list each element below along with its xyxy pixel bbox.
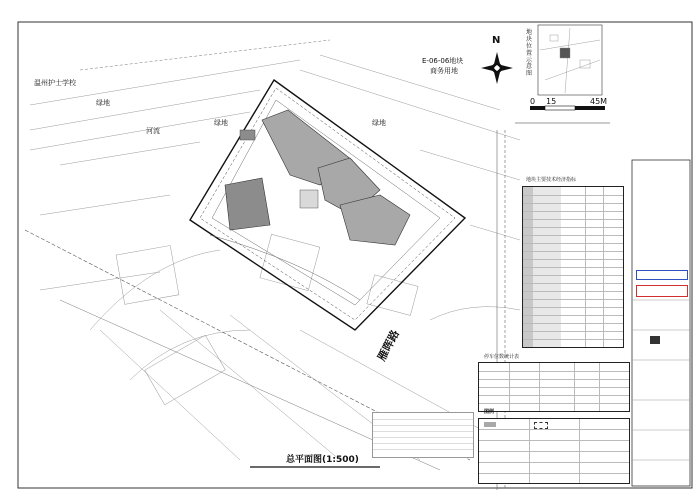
scale-label-15: 15 <box>546 97 557 106</box>
plan-title: 总平面图(1:500) <box>286 455 359 465</box>
title-block-border <box>632 160 690 486</box>
north-arrow-icon <box>481 52 513 84</box>
road-yanhui-label: 雁晖路 <box>375 327 402 364</box>
parcel-title: E-06-06地块 <box>422 57 464 65</box>
tower-west <box>225 178 270 230</box>
approval-stamp-red <box>636 285 688 297</box>
river-label: 河流 <box>146 127 160 135</box>
legend-title: 图例 <box>484 409 495 415</box>
parking-table <box>478 362 630 412</box>
tower-east <box>340 195 410 245</box>
greenbelt-label-3: 绿地 <box>372 119 386 127</box>
buildings <box>225 110 410 245</box>
company-logo <box>650 336 660 344</box>
greenbelt-label-1: 绿地 <box>96 99 110 107</box>
tech-table-title: 地块主要技术经济指标 <box>526 177 577 183</box>
notes-block <box>372 412 474 458</box>
scale-bar <box>530 106 605 110</box>
north-label: N <box>492 35 501 46</box>
locator-map-frame <box>538 25 602 95</box>
approval-stamp-blue <box>636 270 688 280</box>
legend-panel <box>478 418 630 484</box>
parcel-subtitle: 商务用地 <box>430 67 458 75</box>
greenbelt-label-2: 绿地 <box>214 119 228 127</box>
nurse-school-label: 温州护士学校 <box>34 79 76 87</box>
scale-label-0: 0 <box>530 97 536 106</box>
locator-map-title: 地块位置示意图 <box>526 29 533 78</box>
parking-table-title: 停车位数统计表 <box>484 354 520 360</box>
tech-indicator-table <box>522 186 624 348</box>
scale-label-45m: 45M <box>590 97 608 106</box>
